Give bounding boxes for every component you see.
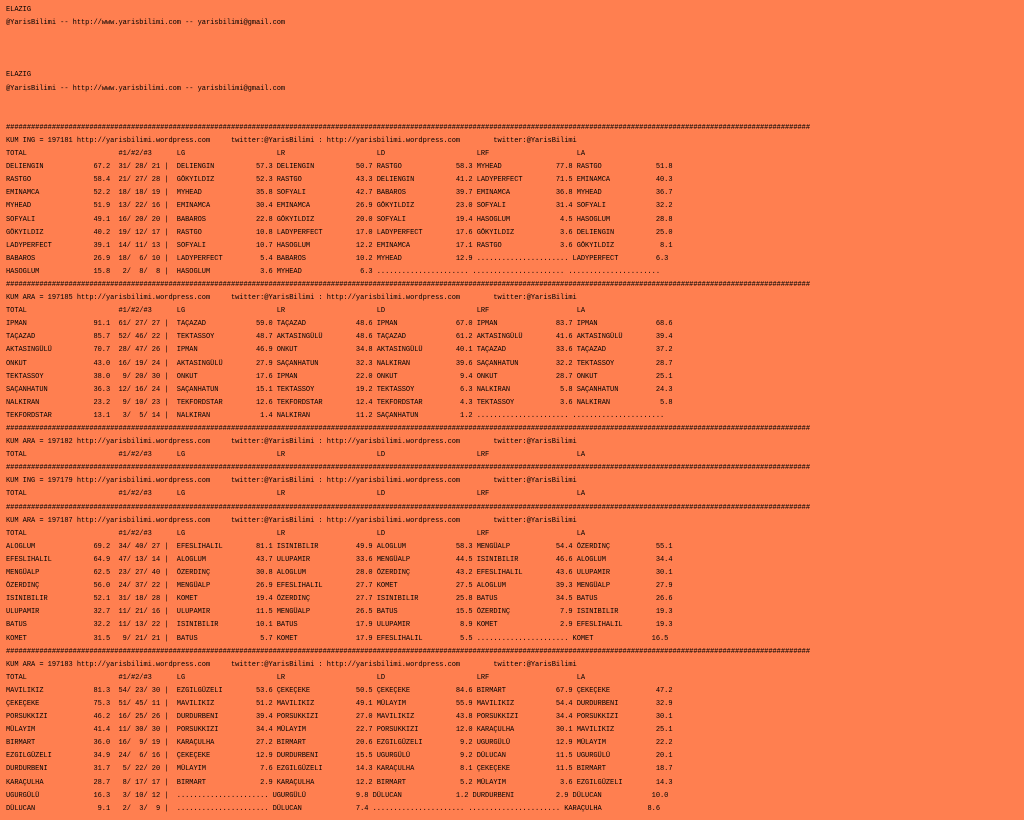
result-row: BATUS 32.2 11/ 13/ 22 | ISINIBILIR 10.1 BATUS 17.9 ULUPAMIR 8.9 KOMET 2.9 EFESLIHALIL 19.3 [6, 621, 673, 630]
result-row: NALKIRAN 23.2 9/ 10/ 23 | TEKFORDSTAR 12.6 TEKFORDSTAR 12.4 TEKFORDSTAR 4.3 TEKTASSOY 3.6 NALKIRAN 5.8 [6, 398, 673, 407]
race-header-line: KUM ING = 197181 http://yarisbilimi.wordpress.com twitter:@YarisBilimi : http://yarisbilimi.wordpress.com twitter:@YarisBilimi [6, 136, 577, 145]
result-row: KARAÇULHA 28.7 8/ 17/ 17 | BIRMART 2.9 KARAÇULHA 12.2 BIRMART 5.2 MÜLAYIM 3.6 EZGILGÜZELI 14.3 [6, 778, 673, 787]
result-row: DÜLUCAN 9.1 2/ 3/ 9 | ...................... DÜLUCAN 7.4 ...................... ...................... KARAÇULHA 8.6 [6, 804, 661, 813]
race-header-line: KUM ARA = 197183 http://yarisbilimi.wordpress.com twitter:@YarisBilimi : http://yarisbilimi.wordpress.com twitter:@YarisBilimi [6, 660, 577, 669]
result-row: MAVILIKIZ 81.3 54/ 23/ 30 | EZGILGÜZELI 53.6 ÇEKEÇEKE 50.5 ÇEKEÇEKE 84.6 BIRMART 67.9 ÇEKEÇEKE 47.2 [6, 686, 673, 695]
result-row: ONKUT 43.0 16/ 19/ 24 | AKTASINGÜLÜ 27.9 SAÇANHATUN 32.3 NALKIRAN 39.6 SAÇANHATUN 32.2 TEKTASSOY 28.7 [6, 359, 673, 368]
result-row: MENGÜALP 62.5 23/ 27/ 40 | ÖZERDINÇ 30.8 ALOGLUM 28.0 ÖZERDINÇ 43.2 EFESLIHALIL 43.6 ULUPAMIR 30.1 [6, 569, 673, 578]
race-header-line: KUM ARA = 197185 http://yarisbilimi.wordpress.com twitter:@YarisBilimi : http://yarisbilimi.wordpress.com twitter:@YarisBilimi [6, 294, 577, 303]
result-row: LADYPERFECT 39.1 14/ 11/ 13 | SOFYALI 10.7 HASOGLUM 12.2 EMINAMCA 17.1 RASTGO 3.6 GÖKYILDIZ 8.1 [6, 241, 673, 250]
header-line: ELAZIG [6, 71, 31, 80]
column-header-line: TOTAL #1/#2/#3 LG LR LD LRF LA [6, 150, 586, 159]
result-row: SAÇANHATUN 36.3 12/ 16/ 24 | SAÇANHATUN 15.1 TEKTASSOY 19.2 TEKTASSOY 6.3 NALKIRAN 5.8 SAÇANHATUN 24.3 [6, 385, 673, 394]
column-header-line: TOTAL #1/#2/#3 LG LR LD LRF LA [6, 451, 586, 460]
result-row: ALOGLUM 69.2 34/ 40/ 27 | EFESLIHALIL 81.1 ISINIBILIR 49.9 ALOGLUM 58.3 MENGÜALP 54.4 ÖZERDINÇ 55.1 [6, 542, 673, 551]
column-header-line: TOTAL #1/#2/#3 LG LR LD LRF LA [6, 673, 586, 682]
result-row: EZGILGÜZELI 34.9 24/ 6/ 16 | ÇEKEÇEKE 12.9 DURDURBENI 15.5 UGURGÜLÜ 9.2 DÜLUCAN 11.5 UGURGÜLÜ 20.1 [6, 752, 673, 761]
result-row: GÖKYILDIZ 40.2 19/ 12/ 17 | RASTGO 10.8 LADYPERFECT 17.0 LADYPERFECT 17.6 GÖKYILDIZ 3.6 DELIENGIN 25.0 [6, 228, 673, 237]
result-row: ÖZERDINÇ 56.0 24/ 37/ 22 | MENGÜALP 26.9 EFESLIHALIL 27.7 KOMET 27.5 ALOGLUM 39.3 MENGÜALP 27.9 [6, 582, 673, 591]
result-row: DELIENGIN 67.2 31/ 28/ 21 | DELIENGIN 57.3 DELIENGIN 50.7 RASTGO 58.3 MYHEAD 77.8 RASTGO 51.8 [6, 163, 673, 172]
result-row: TEKTASSOY 38.0 9/ 20/ 30 | ONKUT 17.6 IPMAN 22.0 ONKUT 9.4 ONKUT 28.7 ONKUT 25.1 [6, 372, 673, 381]
result-row: SOFYALI 49.1 16/ 20/ 20 | BABAROS 22.8 GÖKYILDIZ 20.0 SOFYALI 19.4 HASOGLUM 4.5 HASOGLUM 28.8 [6, 215, 673, 224]
result-row: EMINAMCA 52.2 18/ 18/ 19 | MYHEAD 35.8 SOFYALI 42.7 BABAROS 39.7 EMINAMCA 36.8 MYHEAD 36.7 [6, 189, 673, 198]
column-header-line: TOTAL #1/#2/#3 LG LR LD LRF LA [6, 529, 586, 538]
result-row: IPMAN 91.1 61/ 27/ 27 | TAÇAZAD 59.0 TAÇAZAD 48.6 IPMAN 67.0 IPMAN 83.7 IPMAN 68.6 [6, 320, 673, 329]
result-row: MÜLAYIM 41.4 11/ 30/ 30 | PORSUKKIZI 34.4 MÜLAYIM 22.7 PORSUKKIZI 12.0 KARAÇULHA 30.1 MAVILIKIZ 25.1 [6, 726, 673, 735]
race-results-text [6, 4, 1024, 816]
result-row: BIRMART 36.0 16/ 9/ 19 | KARAÇULHA 27.2 BIRMART 20.6 EZGILGÜZELI 9.2 UGURGÜLÜ 12.9 MÜLAYIM 22.2 [6, 739, 673, 748]
race-header-line: KUM ARA = 197187 http://yarisbilimi.wordpress.com twitter:@YarisBilimi : http://yarisbilimi.wordpress.com twitter:@YarisBilimi [6, 516, 577, 525]
separator-line: ################################################################################################################################################################################################# [6, 425, 810, 433]
result-row: TAÇAZAD 85.7 52/ 46/ 22 | TEKTASSOY 48.7 AKTASINGÜLÜ 48.6 TAÇAZAD 61.2 AKTASINGÜLÜ 41.6 AKTASINGÜLÜ 39.4 [6, 333, 673, 342]
separator-line: ################################################################################################################################################################################################# [6, 503, 810, 512]
result-row: HASOGLUM 15.8 2/ 8/ 8 | HASOGLUM 3.6 MYHEAD 6.3 ...................... ...................... ...................... [6, 267, 661, 276]
header-line: @YarisBilimi -- http://www.yarisbilimi.com -- yarisbilimi@gmail.com [6, 84, 286, 93]
column-header-line: TOTAL #1/#2/#3 LG LR LD LRF LA [6, 490, 586, 499]
race-header-line: KUM ING = 197179 http://yarisbilimi.wordpress.com twitter:@YarisBilimi : http://yarisbilimi.wordpress.com twitter:@YarisBilimi [6, 477, 577, 486]
result-row: RASTGO 58.4 21/ 27/ 28 | GÖKYILDIZ 52.3 RASTGO 43.3 DELIENGIN 41.2 LADYPERFECT 71.5 EMINAMCA 40.3 [6, 176, 673, 185]
result-row: AKTASINGÜLÜ 70.7 28/ 47/ 26 | IPMAN 46.9 ONKUT 34.8 AKTASINGÜLÜ 40.1 TAÇAZAD 33.6 TAÇAZAD 37.2 [6, 346, 673, 355]
column-header-line: TOTAL #1/#2/#3 LG LR LD LRF LA [6, 307, 586, 316]
separator-line: ################################################################################################################################################################################################# [6, 280, 810, 289]
race-header-line: KUM ARA = 197182 http://yarisbilimi.wordpress.com twitter:@YarisBilimi : http://yarisbilimi.wordpress.com twitter:@YarisBilimi [6, 438, 577, 447]
result-row: EFESLIHALIL 64.9 47/ 13/ 14 | ALOGLUM 43.7 ULUPAMIR 33.6 MENGÜALP 44.5 ISINIBILIR 46.6 ALOGLUM 34.4 [6, 555, 673, 564]
result-row: UGURGÜLÜ 16.3 3/ 10/ 12 | ...................... UGURGÜLÜ 9.8 DÜLUCAN 1.2 DURDURBENI 2.9 DÜLUCAN 10.0 [6, 791, 669, 800]
result-row: DURDURBENI 31.7 5/ 22/ 20 | MÜLAYIM 7.6 EZGILGÜZELI 14.3 KARAÇULHA 8.1 ÇEKEÇEKE 11.5 BIRMART 18.7 [6, 765, 673, 774]
header-line: ELAZIG [6, 6, 31, 14]
result-row: MYHEAD 51.9 13/ 22/ 16 | EMINAMCA 30.4 EMINAMCA 26.9 GÖKYILDIZ 23.0 SOFYALI 31.4 SOFYALI 32.2 [6, 202, 673, 211]
header-line: @YarisBilimi -- http://www.yarisbilimi.com -- yarisbilimi@gmail.com [6, 19, 286, 28]
result-row: TEKFORDSTAR 13.1 3/ 5/ 14 | NALKIRAN 1.4 NALKIRAN 11.2 SAÇANHATUN 1.2 ...................... ...................... [6, 411, 665, 420]
result-row: BABAROS 26.9 18/ 6/ 10 | LADYPERFECT 5.4 BABAROS 10.2 MYHEAD 12.9 ...................... LADYPERFECT 6.3 [6, 254, 669, 263]
result-row: ULUPAMIR 32.7 11/ 21/ 16 | ULUPAMIR 11.5 MENGÜALP 26.5 BATUS 15.5 ÖZERDINÇ 7.9 ISINIBILIR 19.3 [6, 608, 673, 617]
separator-line: ################################################################################################################################################################################################# [6, 647, 810, 656]
separator-line: ################################################################################################################################################################################################# [6, 464, 810, 473]
result-row: KOMET 31.5 9/ 21/ 21 | BATUS 5.7 KOMET 17.9 EFESLIHALIL 5.5 ...................... KOMET 16.5 [6, 634, 669, 643]
result-row: ISINIBILIR 52.1 31/ 18/ 28 | KOMET 19.4 ÖZERDINÇ 27.7 ISINIBILIR 25.8 BATUS 34.5 BATUS 26.6 [6, 595, 673, 604]
result-row: ÇEKEÇEKE 75.3 51/ 45/ 11 | MAVILIKIZ 51.2 MAVILIKIZ 49.1 MÜLAYIM 55.9 MAVILIKIZ 54.4 DURDURBENI 32.9 [6, 699, 673, 708]
result-row: PORSUKKIZI 46.2 16/ 25/ 26 | DURDURBENI 39.4 PORSUKKIZI 27.0 MAVILIKIZ 43.8 PORSUKKIZI 34.4 PORSUKKIZI 30.1 [6, 713, 673, 722]
separator-line: ################################################################################################################################################################################################# [6, 123, 810, 132]
